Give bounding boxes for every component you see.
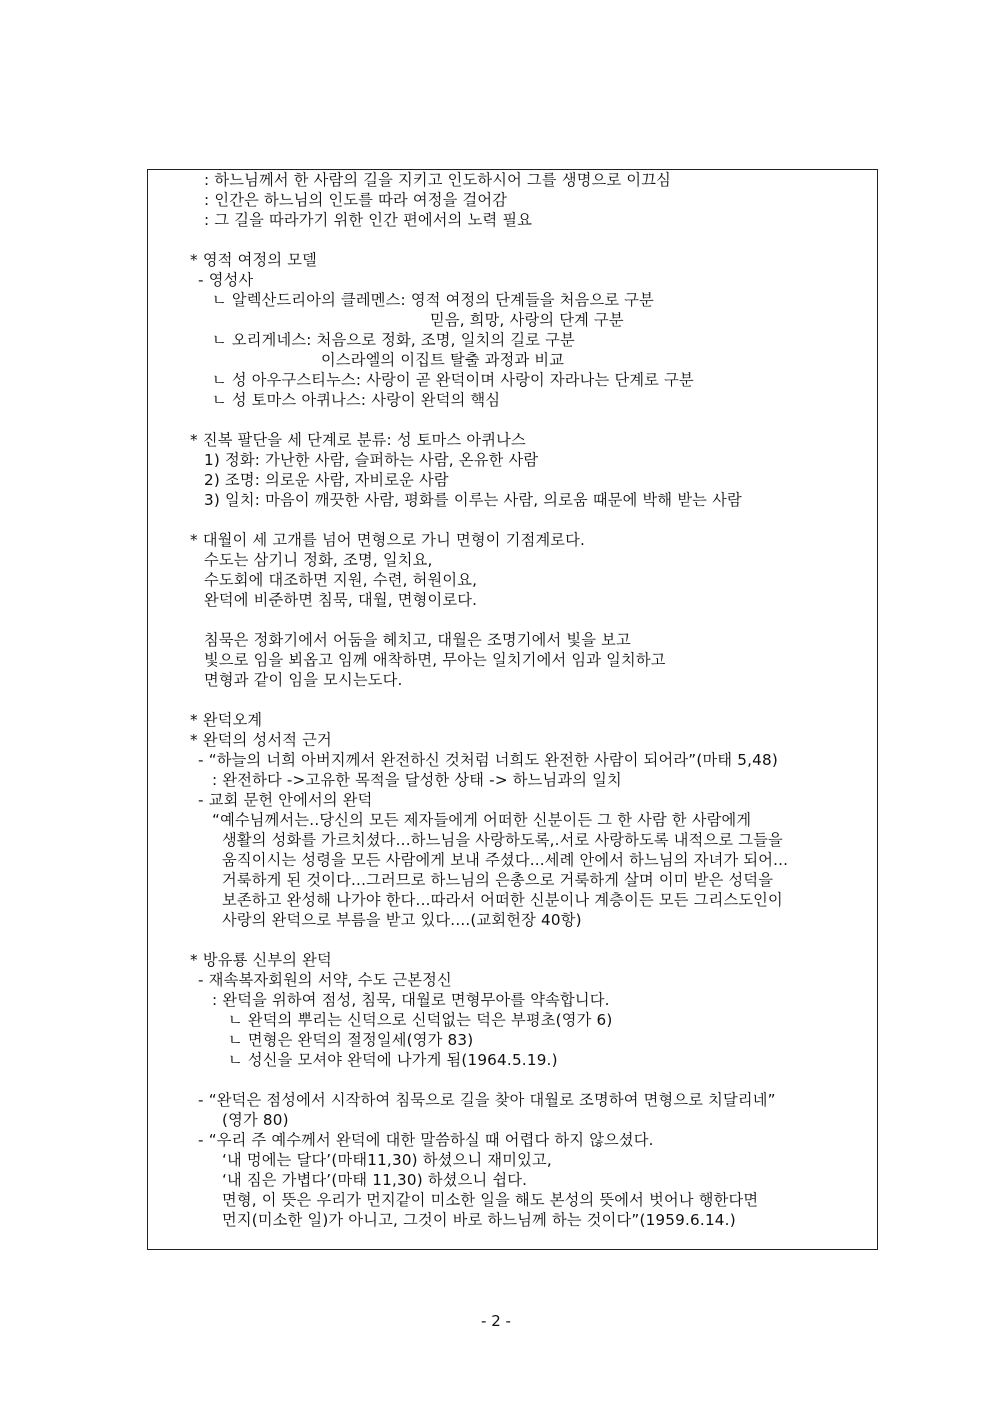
text-line: : 완전하다 ->고유한 목적을 달성한 상태 -> 하느님과의 일치 [212, 771, 622, 789]
text-line: : 그 길을 따라가기 위한 인간 편에서의 노력 필요 [204, 211, 533, 229]
section-heading: * 완덕의 성서적 근거 [190, 731, 332, 749]
text-line: - 영성사 [198, 271, 254, 289]
text-line: (영가 80) [222, 1111, 289, 1129]
text-line: ‘내 멍에는 달다’(마태11,30) 하셨으니 재미있고, [222, 1151, 552, 1169]
text-line: ㄴ 면형은 완덕의 절정일세(영가 83) [228, 1031, 474, 1049]
text-line: - “완덕은 점성에서 시작하여 침묵으로 길을 찾아 대월로 조명하여 면형으로 치달리네” [198, 1091, 776, 1109]
text-line: - “우리 주 예수께서 완덕에 대한 말씀하실 때 어렵다 하지 않으셨다. [198, 1131, 654, 1149]
section-heading: * 영적 여정의 모델 [190, 251, 317, 269]
text-line: 수도는 삼기니 정화, 조명, 일치요, [204, 551, 433, 569]
text-line: 침묵은 정화기에서 어둠을 헤치고, 대월은 조명기에서 빛을 보고 [204, 631, 631, 649]
text-line: 완덕에 비준하면 침묵, 대월, 면형이로다. [204, 591, 478, 609]
text-line: 사랑의 완덕으로 부름을 받고 있다....(교회헌장 40항) [222, 911, 582, 929]
text-line: ㄴ 오리게네스: 처음으로 정화, 조명, 일치의 길로 구분 [212, 331, 575, 349]
text-line: 면형, 이 뜻은 우리가 먼지같이 미소한 일을 해도 본성의 뜻에서 벗어나 행한다면 [222, 1191, 759, 1209]
text-line: ‘내 짐은 가볍다’(마태 11,30) 하셨으니 쉽다. [222, 1171, 528, 1189]
text-line: ㄴ 성신을 모셔야 완덕에 나가게 됨(1964.5.19.) [228, 1051, 558, 1069]
text-line: “예수님께서는..당신의 모든 제자들에게 어떠한 신분이든 그 한 사람 한 사람에게 [212, 811, 752, 829]
text-line: 먼지(미소한 일)가 아니고, 그것이 바로 하느님께 하는 것이다”(1959.6.14.) [222, 1211, 736, 1229]
text-line: - 교회 문헌 안에서의 완덕 [198, 791, 373, 809]
text-line: 면형과 같이 임을 모시는도다. [204, 671, 403, 689]
text-line: 생활의 성화를 가르치셨다...하느님을 사랑하도록,.서로 사랑하도록 내적으로 그들을 [222, 831, 783, 849]
page-number: - 2 - [481, 1312, 511, 1330]
text-line: 수도회에 대조하면 지원, 수련, 허원이요, [204, 571, 478, 589]
section-heading: * 진복 팔단을 세 단계로 분류: 성 토마스 아퀴나스 [190, 431, 526, 449]
text-line: 빛으로 임을 뵈옵고 임께 애착하면, 무아는 일치기에서 임과 일치하고 [204, 651, 666, 669]
text-line: 거룩하게 된 것이다...그러므로 하느님의 은총으로 거룩하게 살며 이미 받은 성덕을 [222, 871, 774, 889]
text-line: ㄴ 성 토마스 아퀴나스: 사랑이 완덕의 핵심 [212, 391, 501, 409]
text-line: ㄴ 완덕의 뿌리는 신덕으로 신덕없는 덕은 부평초(영가 6) [228, 1011, 613, 1029]
text-line: : 인간은 하느님의 인도를 따라 여정을 걸어감 [204, 191, 508, 209]
text-line: ㄴ 성 아우구스티누스: 사랑이 곧 완덕이며 사랑이 자라나는 단계로 구분 [212, 371, 694, 389]
text-line: - “하늘의 너희 아버지께서 완전하신 것처럼 너희도 완전한 사람이 되어라”(마태 5,48) [198, 751, 778, 769]
text-line: 보존하고 완성해 나가야 한다...따라서 어떠한 신분이나 계층이든 모든 그리스도인이 [222, 891, 783, 909]
section-heading: * 방유룡 신부의 완덕 [190, 951, 332, 969]
section-heading: * 완덕오계 [190, 711, 263, 729]
text-line: 2) 조명: 의로운 사람, 자비로운 사람 [204, 471, 449, 489]
text-line: 3) 일치: 마음이 깨끗한 사람, 평화를 이루는 사람, 의로움 때문에 박해 받는 사람 [204, 491, 742, 509]
section-heading: * 대월이 세 고개를 넘어 면형으로 가니 면형이 기점계로다. [190, 531, 586, 549]
text-line: 믿음, 희망, 사랑의 단계 구분 [430, 311, 624, 329]
text-line: 이스라엘의 이집트 탈출 과정과 비교 [321, 351, 565, 369]
text-line: 움직이시는 성령을 모든 사람에게 보내 주셨다...세례 안에서 하느님의 자녀가 되어... [222, 851, 789, 869]
text-line: : 완덕을 위하여 점성, 침묵, 대월로 면형무아를 약속합니다. [212, 991, 610, 1009]
text-line: ㄴ 알렉산드리아의 클레멘스: 영적 여정의 단계들을 처음으로 구분 [212, 291, 655, 309]
text-line: : 하느님께서 한 사람의 길을 지키고 인도하시어 그를 생명으로 이끄심 [204, 171, 671, 189]
text-line: 1) 정화: 가난한 사람, 슬퍼하는 사람, 온유한 사람 [204, 451, 539, 469]
text-line: - 재속복자회원의 서약, 수도 근본정신 [198, 971, 452, 989]
